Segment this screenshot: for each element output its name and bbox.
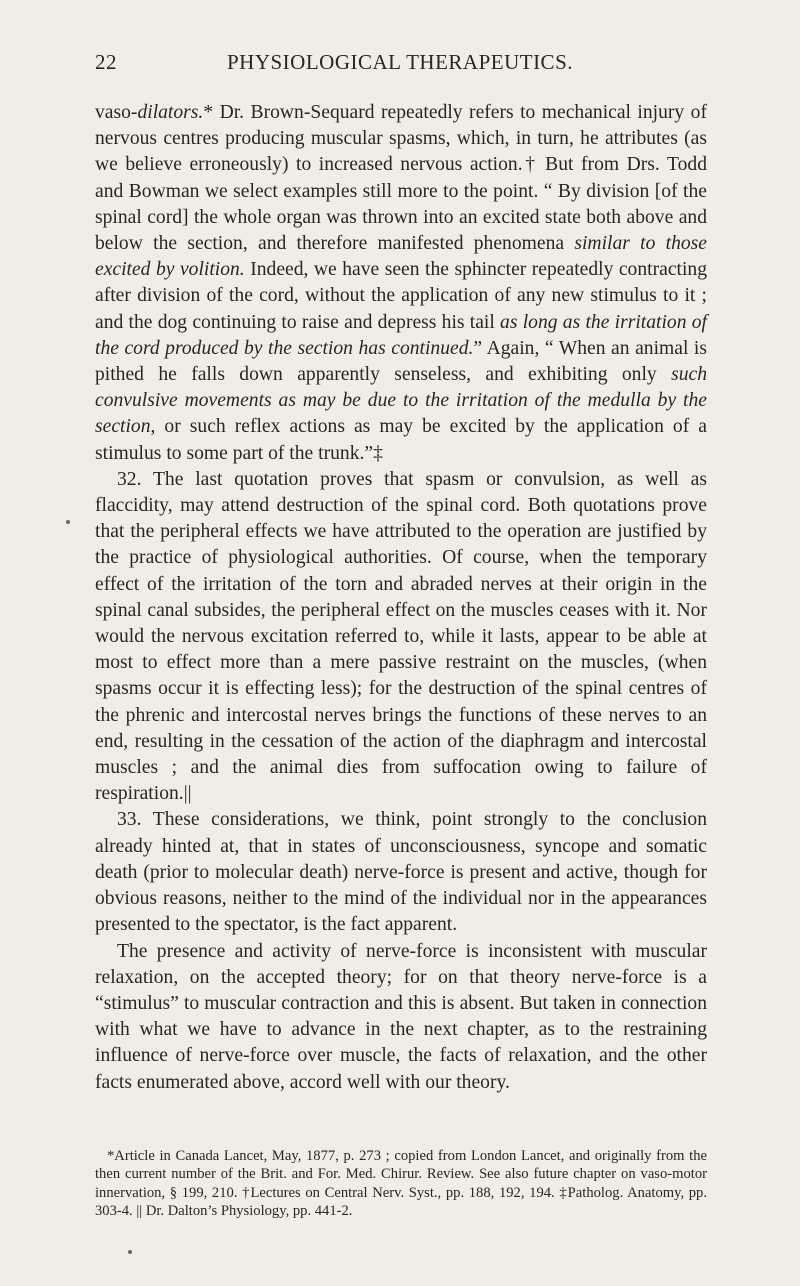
page-speck bbox=[66, 520, 70, 524]
page-header bbox=[95, 50, 705, 80]
paragraph: The presence and activity of nerve-force is inconsistent with muscular relaxation, on the accepted theory; for on that theory nerve-force is a “stimulus” to muscular contraction and this is absent. But taken in connection with what we have to advance in the next chapter, as to the restraining influence of nerve-force over muscle, the facts of relaxation, and the other facts enumerated above, accord well with our theory. bbox=[95, 940, 707, 1093]
paragraph: vaso-dilators.* Dr. Brown-Sequard repeatedly refers to mechanical injury of nervous centres producing muscular spasms, which, in turn, he attributes (as we believe erroneously) to increased nervous action.† But from Drs. Todd and Bowman we select examples still more to the point. “ By division [of the spinal cord] the whole organ was thrown into an excited state both above and below the section, and therefore manifested phenomena similar to those excited by volition. Indeed, we have seen the sphincter repeatedly contracting after division of the cord, without the application of any new stimulus to it ; and the dog continuing to raise and depress his tail as long as the irritation of the cord produced by the section has continued.” Again, “ When an animal is pithed he falls down apparently senseless, and exhibiting only such convulsive movements as may be due to the irritation of the medulla by the section, or such reflex actions as may be excited by the application of a stimulus to some part of the trunk.”‡ bbox=[95, 102, 707, 464]
body-text bbox=[95, 100, 707, 1096]
footnote-text: *Article in Canada Lancet, May, 1877, p. 273 ; copied from London Lancet, and originally from the then current number of the Brit. and For. Med. Chirur. Review. See also future chapter on vaso-motor innervation, § 199, 210. †Lectures on Central Nerv. Syst., pp. 188, 192, 194. ‡Patholog. Anatomy, pp. 303-4. || Dr. Dalton’s Physiology, pp. 441-2. bbox=[95, 1148, 707, 1220]
footnotes bbox=[95, 1147, 707, 1221]
running-title: PHYSIOLOGICAL THERAPEUTICS. bbox=[226, 50, 573, 74]
page-speck bbox=[128, 1250, 132, 1254]
paragraph: 33. These considerations, we think, point strongly to the conclusion already hinted at, that in states of unconsciousness, syncope and somatic death (prior to molecular death) nerve-force is present and active, though for obvious reasons, neither to the mind of the individual nor in the appearances presented to the spectator, is the fact apparent. bbox=[95, 809, 707, 936]
page-number: 22 bbox=[95, 50, 117, 74]
paragraph: 32. The last quotation proves that spasm or convulsion, as well as flaccidity, may attend destruction of the spinal cord. Both quotations prove that the peripheral effects we have attributed to the operation are justified by the practice of physiological authorities. Of course, when the temporary effect of the irritation of the torn and abraded nerves at their origin in the spinal canal subsides, the peripheral effect on the muscles ceases with it. Nor would the nervous excitation referred to, while it lasts, appear to be able at most to effect more than a mere passive restraint on the muscles, (when spasms occur it is effecting less); for the destruction of the spinal centres of the phrenic and intercostal nerves brings the functions of these nerves to an end, resulting in the cessation of the action of the diaphragm and intercostal muscles ; and the animal dies from suffocation owing to failure of respiration.|| bbox=[95, 468, 707, 805]
